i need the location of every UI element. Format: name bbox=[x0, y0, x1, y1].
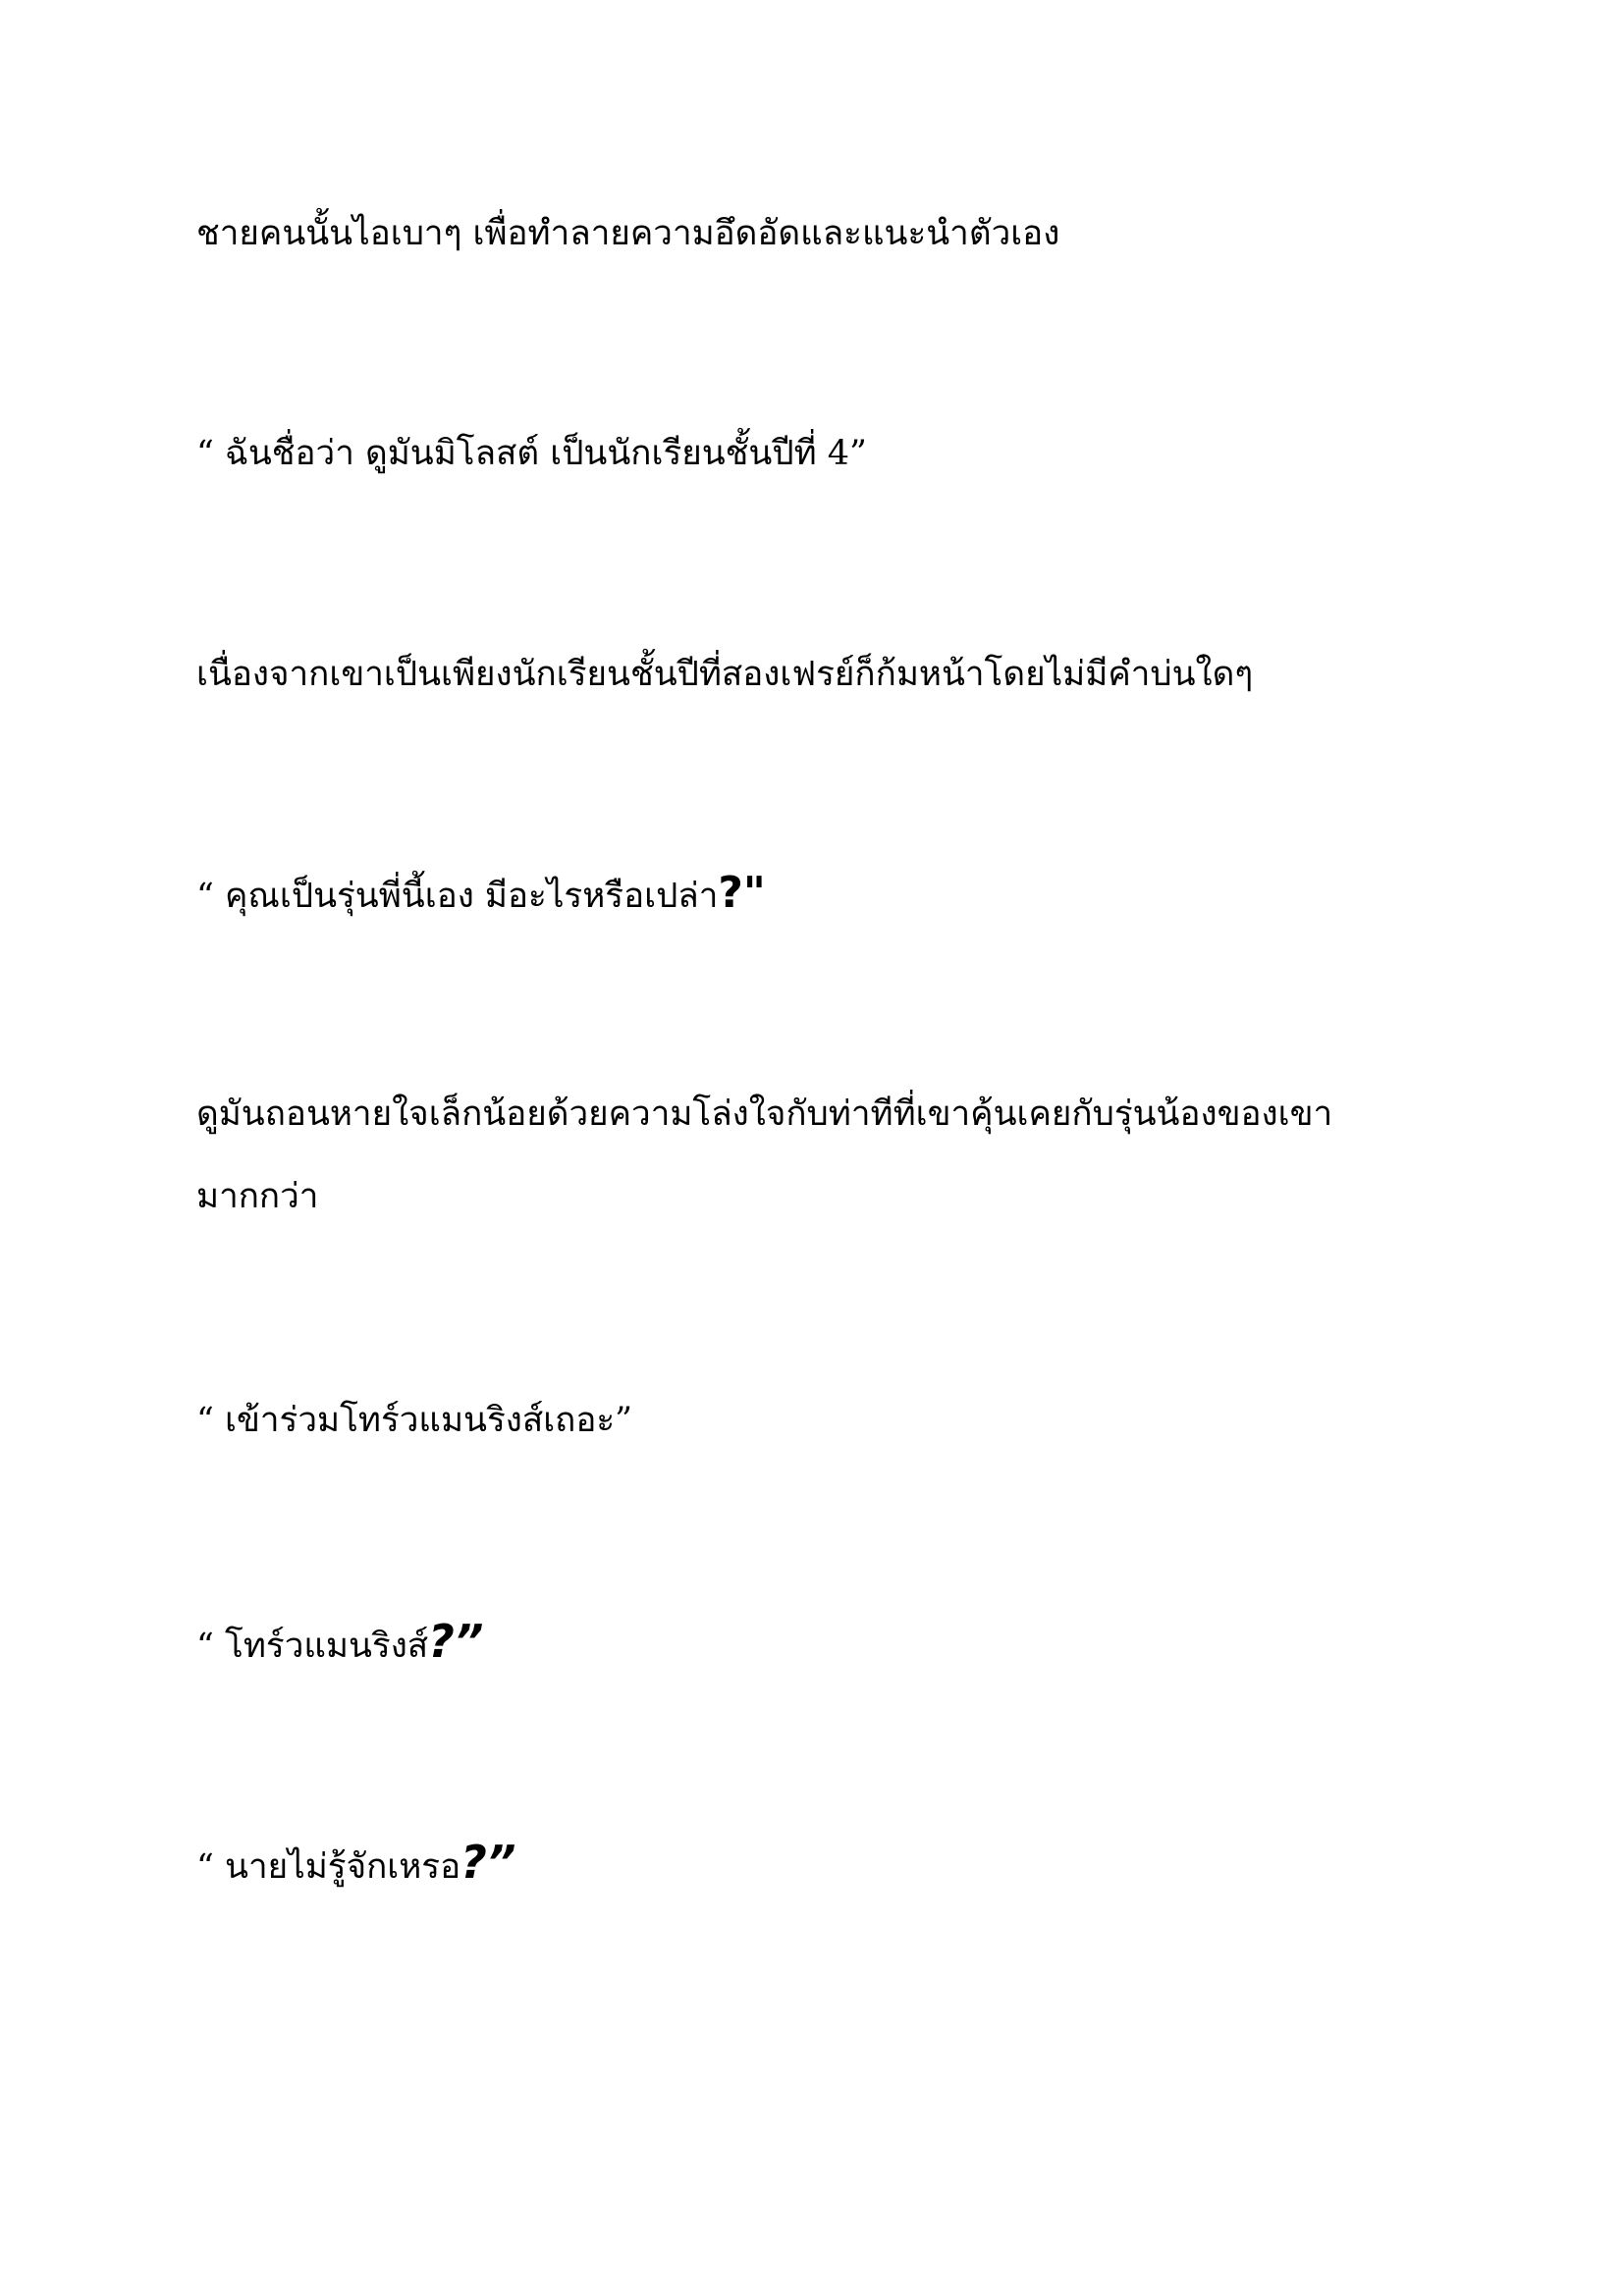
dialogue-text: “ คุณเป็นรุ่นพี่นี้เอง มีอะไรหรือเปล่า bbox=[196, 877, 719, 916]
question-mark: ?" bbox=[718, 868, 766, 918]
dialogue-paragraph: “ เข้าร่วมโทร์วแมนริงส์เถอะ” bbox=[196, 1401, 633, 1440]
question-mark: ?” bbox=[460, 1836, 516, 1889]
narration-paragraph: ชายคนนั้นไอเบาๆ เพื่อทำลายความอึดอัดและแนะนำตัวเอง bbox=[196, 214, 1060, 253]
dialogue-paragraph bbox=[196, 852, 1424, 937]
dialogue-paragraph: “ ฉันชื่อว่า ดูมันมิโลสต์ เป็นนักเรียนชั้นปีที่ 4” bbox=[196, 434, 867, 473]
question-mark: ?” bbox=[428, 1615, 484, 1668]
narration-paragraph: ดูมันถอนหายใจเล็กน้อยด้วยความโล่งใจกับท่าทีที่เขาคุ้นเคยกับรุ่นน้องของเขามากกว่า bbox=[196, 1095, 1333, 1216]
narration-paragraph: เนื่องจากเขาเป็นเพียงนักเรียนชั้นปีที่สองเฟรย์ก็ก้มหน้าโดยไม่มีคำบ่นใดๆ bbox=[196, 655, 1254, 694]
dialogue-paragraph bbox=[196, 1600, 1424, 1687]
dialogue-paragraph bbox=[196, 1821, 1424, 1908]
dialogue-text: “ โทร์วแมนริงส์ bbox=[196, 1627, 429, 1666]
dialogue-text: “ นายไม่รู้จักเหรอ bbox=[196, 1847, 461, 1887]
